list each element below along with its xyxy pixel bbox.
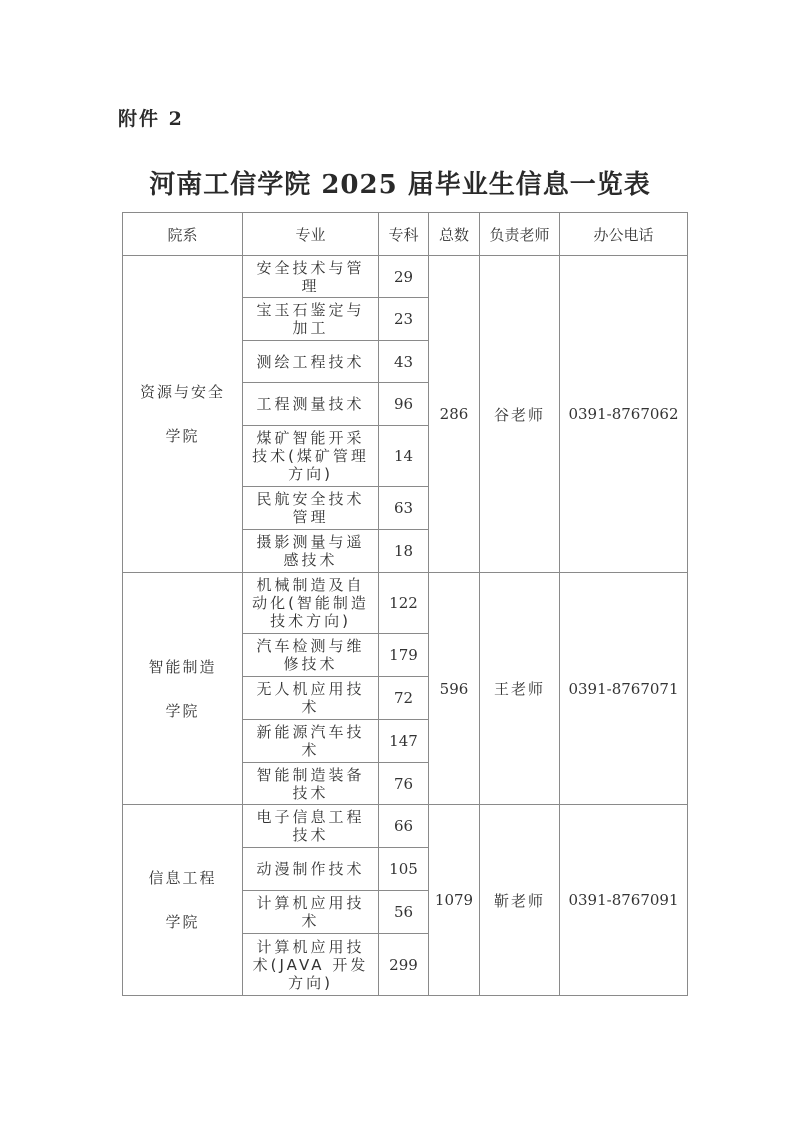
- table-row: [123, 805, 688, 848]
- major-cell: 摄影测量与遥感技术: [243, 530, 379, 573]
- graduate-info-table: [122, 212, 688, 996]
- header-department: 院系: [123, 213, 243, 256]
- major-cell: 煤矿智能开采技术(煤矿管理方向): [243, 426, 379, 487]
- major-cell: 工程测量技术: [243, 383, 379, 426]
- major-cell: 动漫制作技术: [243, 848, 379, 891]
- major-cell: 无人机应用技术: [243, 677, 379, 720]
- phone-cell: 0391-8767071: [560, 573, 688, 805]
- teacher-cell: 靳老师: [480, 805, 560, 996]
- table-row: [123, 573, 688, 634]
- count-cell: 72: [379, 677, 429, 720]
- major-cell: 测绘工程技术: [243, 341, 379, 383]
- major-cell: 智能制造装备技术: [243, 763, 379, 805]
- major-cell: 机械制造及自动化(智能制造技术方向): [243, 573, 379, 634]
- count-cell: 66: [379, 805, 429, 848]
- major-cell: 民航安全技术管理: [243, 487, 379, 530]
- department-cell: [123, 805, 243, 996]
- department-cell: [123, 573, 243, 805]
- major-cell: 电子信息工程技术: [243, 805, 379, 848]
- count-cell: 179: [379, 634, 429, 677]
- header-phone: 办公电话: [560, 213, 688, 256]
- phone-cell: 0391-8767091: [560, 805, 688, 996]
- count-cell: 76: [379, 763, 429, 805]
- count-cell: 29: [379, 256, 429, 298]
- header-row: [123, 213, 688, 256]
- count-cell: 63: [379, 487, 429, 530]
- total-cell: 286: [429, 256, 480, 573]
- department-name-line2: 学院: [165, 427, 200, 445]
- major-cell: 汽车检测与维修技术: [243, 634, 379, 677]
- major-cell: 安全技术与管理: [243, 256, 379, 298]
- header-teacher: 负责老师: [480, 213, 560, 256]
- count-cell: 299: [379, 934, 429, 996]
- department-name-line1: 资源与安全: [139, 383, 225, 401]
- department-name-line1: 信息工程: [148, 869, 217, 887]
- teacher-cell: 谷老师: [480, 256, 560, 573]
- header-major: 专业: [243, 213, 379, 256]
- count-cell: 105: [379, 848, 429, 891]
- major-cell: 计算机应用技术: [243, 891, 379, 934]
- phone-cell: 0391-8767062: [560, 256, 688, 573]
- header-total: 总数: [429, 213, 480, 256]
- department-name-line2: 学院: [165, 913, 200, 931]
- major-cell: 新能源汽车技术: [243, 720, 379, 763]
- header-count: 专科: [379, 213, 429, 256]
- teacher-cell: 王老师: [480, 573, 560, 805]
- major-cell: 计算机应用技术(JAVA 开发方向): [243, 934, 379, 996]
- major-cell: 宝玉石鉴定与加工: [243, 298, 379, 341]
- table-row: [123, 256, 688, 298]
- count-cell: 43: [379, 341, 429, 383]
- count-cell: 122: [379, 573, 429, 634]
- total-cell: 1079: [429, 805, 480, 996]
- total-cell: 596: [429, 573, 480, 805]
- department-cell: [123, 256, 243, 573]
- count-cell: 96: [379, 383, 429, 426]
- department-name-line2: 学院: [165, 701, 200, 720]
- department-name-line1: 智能制造: [148, 657, 217, 676]
- attachment-label: 附件 2: [118, 108, 184, 130]
- count-cell: 147: [379, 720, 429, 763]
- count-cell: 18: [379, 530, 429, 573]
- count-cell: 14: [379, 426, 429, 487]
- count-cell: 56: [379, 891, 429, 934]
- count-cell: 23: [379, 298, 429, 341]
- page-title: 河南工信学院 2025 届毕业生信息一览表: [149, 170, 651, 200]
